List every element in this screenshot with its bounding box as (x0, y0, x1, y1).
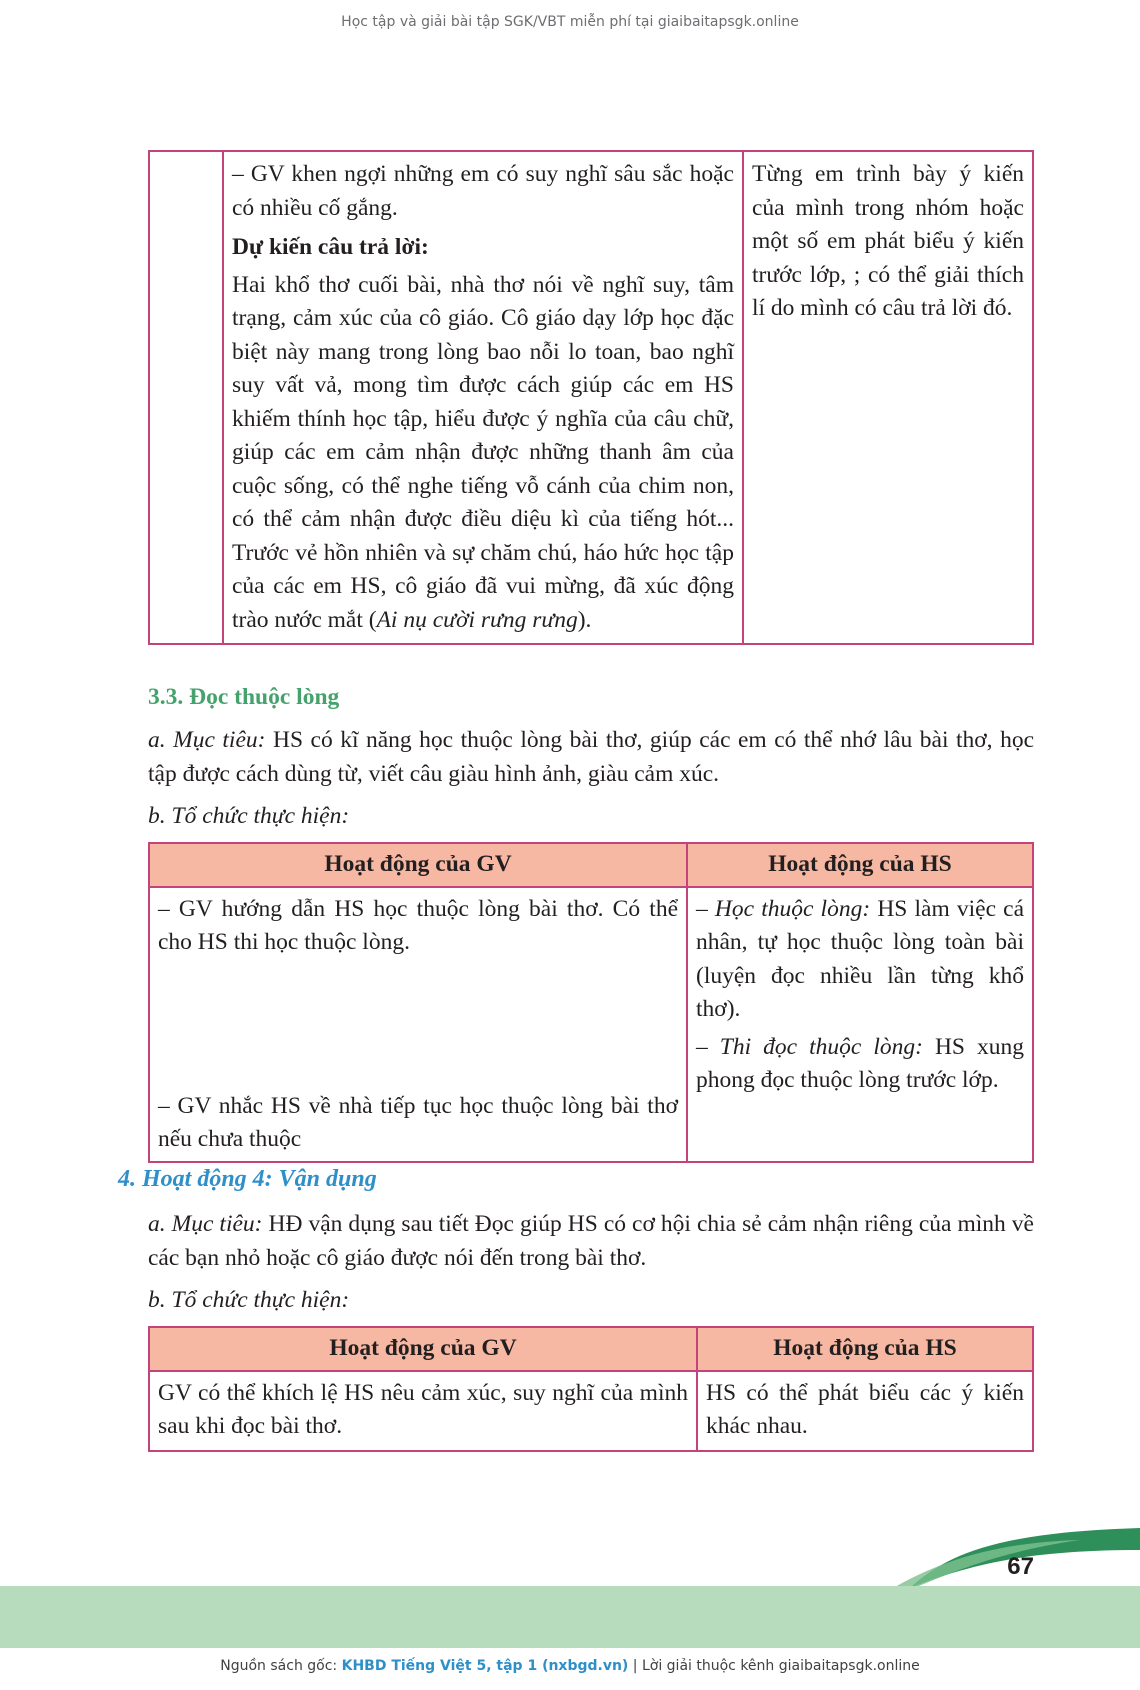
source-note (0, 1658, 1140, 1674)
section-4-org-label: b. Tổ chức thực hiện: (148, 1287, 350, 1313)
page-number: 67 (1007, 1553, 1034, 1580)
hs-cell: HS có thể phát biểu các ý kiến khác nhau. (697, 1371, 1033, 1451)
hs-step-2 (696, 1031, 1024, 1098)
header-note: Học tập và giải bài tập SGK/VBT miễn phí tại giaibaitapsgk.online (341, 14, 799, 30)
hs-step-1-dash: – (696, 895, 715, 922)
separator: | (628, 1658, 642, 1674)
header-gv: Hoạt động của GV (149, 843, 687, 887)
footer-band (0, 1586, 1140, 1648)
goal-label: a. Mục tiêu: (148, 727, 266, 753)
goal-label: a. Mục tiêu: (148, 1211, 263, 1237)
hs-step-2-dash: – (696, 1033, 720, 1060)
empty-column-cell (149, 151, 223, 644)
continuation-table (148, 150, 1034, 645)
section-3-3-goal (148, 724, 1034, 791)
expected-answer-title: Dự kiến câu trả lời: (232, 234, 429, 260)
hs-step-1-text: HS làm việc cá nhân, tự học thuộc lòng toàn bài (luyện đọc nhiều lần từng khổ thơ). (696, 895, 1025, 1022)
expected-answer-text (232, 269, 734, 638)
application-activity-table (148, 1326, 1034, 1452)
section-4-heading: 4. Hoạt động 4: Vận dụng (118, 1166, 377, 1192)
source-suffix: Lời giải thuộc kênh giaibaitapsgk.online (641, 1658, 920, 1674)
section-3-3-org-label: b. Tổ chức thực hiện: (148, 803, 350, 829)
header-hs: Hoạt động của HS (697, 1327, 1033, 1371)
header-gv: Hoạt động của GV (149, 1327, 697, 1371)
source-prefix: Nguồn sách gốc: (220, 1658, 342, 1674)
answer-body: Hai khổ thơ cuối bài, nhà thơ nói về nghĩ suy, tâm trạng, cảm xúc của cô giáo. Cô giáo dạy lớp học đặc biệt này mang trong lòng bao nỗi lo toan, bao nghĩ suy vất vả, mong tìm được cách giúp các em HS khiếm thính học tập, hiểu được ý nghĩa của câu chữ, giúp các em cảm nhận được những thanh âm của cuộc sống, có thể nghe tiếng vỗ cánh của chim non, có thể cảm nhận được điều diệu kì của tiếng hót... Trước vẻ hồn nhiên và sự chăm chú, háo hức học tập của các em HS, cô giáo đã vui mừng, đã xúc động trào nước mắt ( (232, 271, 734, 633)
section-3-3-heading: 3.3. Đọc thuộc lòng (148, 684, 340, 710)
hs-cell (687, 887, 1033, 1162)
answer-end: ). (577, 606, 592, 633)
goal-text: HS có kĩ năng học thuộc lòng bài thơ, giúp các em có thể nhớ lâu bài thơ, học tập được cách dùng từ, viết câu giàu hình ảnh, giàu cảm xúc. (148, 727, 1034, 787)
hs-step-2-label: Thi đọc thuộc lòng: (719, 1033, 923, 1060)
gv-cell: GV có thể khích lệ HS nêu cảm xúc, suy nghĩ của mình sau khi đọc bài thơ. (149, 1371, 697, 1451)
hs-step-2-text: HS xung phong đọc thuộc lòng trước lớp. (696, 1033, 1025, 1093)
hs-step-1 (696, 893, 1024, 1027)
answer-italic: Ai nụ cười rưng rưng (376, 606, 578, 633)
hs-step-1-label: Học thuộc lòng: (714, 895, 871, 922)
gv-step-2: – GV nhắc HS về nhà tiếp tục học thuộc lòng bài thơ nếu chưa thuộc (158, 1092, 678, 1152)
recitation-activity-table (148, 842, 1034, 1163)
gv-step-1: – GV hướng dẫn HS học thuộc lòng bài thơ. Có thể cho HS thi học thuộc lòng. (158, 895, 678, 955)
gv-activity-cell (223, 151, 743, 644)
hs-activity-cell: Từng em trình bày ý kiến của mình trong nhóm hoặc một số em phát biểu ý kiến trước lớp, ; có thể giải thích lí do mình có câu trả lời đó. (743, 151, 1033, 644)
header-hs: Hoạt động của HS (687, 843, 1033, 887)
gv-cell (149, 887, 687, 1162)
section-4-goal (148, 1208, 1034, 1275)
source-book-link[interactable]: KHBD Tiếng Việt 5, tập 1 (nxbgd.vn) (341, 1658, 629, 1674)
goal-text: HĐ vận dụng sau tiết Đọc giúp HS có cơ hội chia sẻ cảm nhận riêng của mình về các bạn nhỏ hoặc cô giáo được nói đến trong bài thơ. (148, 1211, 1034, 1271)
praise-line: – GV khen ngợi những em có suy nghĩ sâu sắc hoặc có nhiều cố gắng. (232, 161, 734, 221)
